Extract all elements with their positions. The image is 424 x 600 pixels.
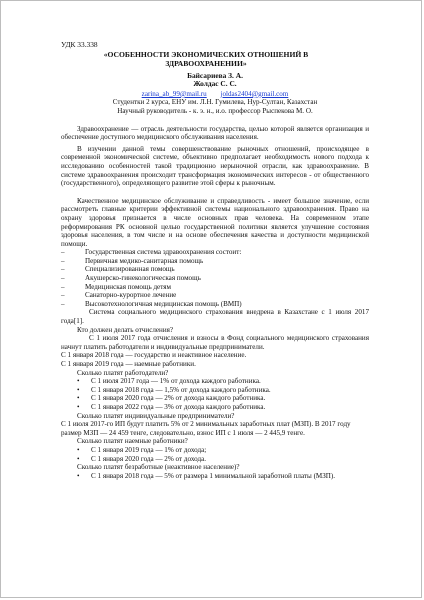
- paragraph-2: В изучении данной темы совершенствование рыночных отношений, происходящее в современной экономической системе, объективно предполагает необходимость нового подхода к исследованию особенностей такой традиционно нерыночной отрасли, как здравоохранение. В системе здравоохранения происходит трансформация экономических интересов - от общественного (государственного), определяющего развитие этой сферы к рыночным.: [61, 144, 369, 188]
- list-item: • С 1 января 2020 года — 2% от дохода каждого работника.: [61, 394, 369, 403]
- paragraph-3: Качественное медицинское обслуживание и справедливость - имеет большое значение, если рассмотреть главные критерии эффективной системы национального здравоохранения. Право на охрану здоровья признается в числе основных прав человека. На современном этапе реформирования РК основной целью государственной политики является улучшение состояния здоровья населения, в том числе и на основе обеспечения качества и доступности медицинской помощи.: [61, 196, 369, 248]
- question-who-pays: Кто должен делать отчисления?: [77, 325, 174, 334]
- emails-line: [61, 90, 369, 99]
- unemployed-rates-list: [61, 472, 369, 481]
- list-item: – Медицинская помощь детям: [61, 283, 369, 292]
- question-unemployed: Сколько платят безработные (неактивное население)?: [77, 463, 240, 472]
- list-item: – Специализированная помощь: [61, 265, 369, 274]
- author-1: Байсариева З. А.: [187, 70, 243, 80]
- healthcare-system-list: [61, 248, 369, 308]
- affiliation-supervisor: Научный руководитель - к. э. н., и.о. профессор Рыспекова М. О.: [117, 106, 313, 115]
- list-item: • С 1 января 2018 года — 5% от размера 1 минимальной заработной платы (МЗП).: [61, 472, 369, 481]
- email-link-2[interactable]: joldas2404@gmail.com: [220, 89, 289, 98]
- email-link-1[interactable]: zarina_ab_99@mail.ru: [141, 89, 207, 98]
- employee-rates-list: [61, 446, 369, 463]
- article-title-line-2: ЗДРАВООХРАНЕНИИ»: [165, 58, 247, 68]
- payments-intro: С 1 июля 2017 года отчисления и взносы в Фонд социального медицинского страхования начнут платить работодатели и индивидуальные предприниматели.: [61, 334, 369, 351]
- paragraph-1: Здравоохранение — отрасль деятельности государства, целью которой является организация и обеспечение доступного медицинского обслуживания населения.: [61, 124, 369, 142]
- article-title-line-1: «ОСОБЕННОСТИ ЭКОНОМИЧЕСКИХ ОТНОШЕНИЙ В: [103, 49, 309, 59]
- list-item: – Акушерско-гинекологическая помощь: [61, 274, 369, 283]
- employees-2019-line: С 1 января 2019 года — наемные работники.: [61, 360, 196, 368]
- document-body: [61, 41, 369, 480]
- question-employers: Сколько платят работодатели?: [77, 368, 169, 377]
- question-ip: Сколько платят индивидуальные предприниматели?: [77, 411, 235, 420]
- list-item: – Санаторно-курортное лечение: [61, 291, 369, 300]
- list-item: – Высокотехнологичная медицинская помощь (ВМП): [61, 300, 369, 309]
- list-item: – Первичная медико-санитарная помощь: [61, 257, 369, 266]
- list-item: • С 1 января 2022 года — 3% от дохода каждого работника.: [61, 403, 369, 412]
- author-2: Жолдас С. С.: [193, 79, 237, 89]
- list-item: • С 1 января 2019 года — 1% от дохода;: [61, 446, 369, 455]
- list-item: – Государственная система здравоохранения состоит:: [61, 248, 369, 257]
- udk-code: УДК 33.338: [61, 40, 98, 49]
- list-item: • С 1 января 2018 года — 1,5% от дохода каждого работника.: [61, 386, 369, 395]
- list-item: • С 1 июля 2017 года — 1% от дохода каждого работника.: [61, 377, 369, 386]
- osms-paragraph: Система социального медицинского страхования внедрена в Казахстане с 1 июля 2017 года[1].: [61, 308, 369, 326]
- ip-paragraph: С 1 июля 2017-го ИП будут платить 5% от 2 минимальных заработных плат (МЗП). В 2017 году размер МЗП — 24 459 тенге, следовательно, взнос ИП с 1 июля — 2 445,9 тенге.: [61, 420, 351, 437]
- authors-block: [61, 72, 369, 89]
- affiliation-students: Студентки 2 курса, ЕНУ им. Л.Н. Гумилева, Нур-Султан, Казахстан: [112, 98, 318, 107]
- question-employees: Сколько платят наемные работники?: [77, 437, 188, 446]
- state-2018-line: С 1 января 2018 года — государство и неактивное население.: [61, 351, 247, 360]
- employer-rates-list: [61, 377, 369, 411]
- list-item: • С 1 января 2020 года — 2% от дохода.: [61, 455, 369, 464]
- article-title: [43, 50, 369, 68]
